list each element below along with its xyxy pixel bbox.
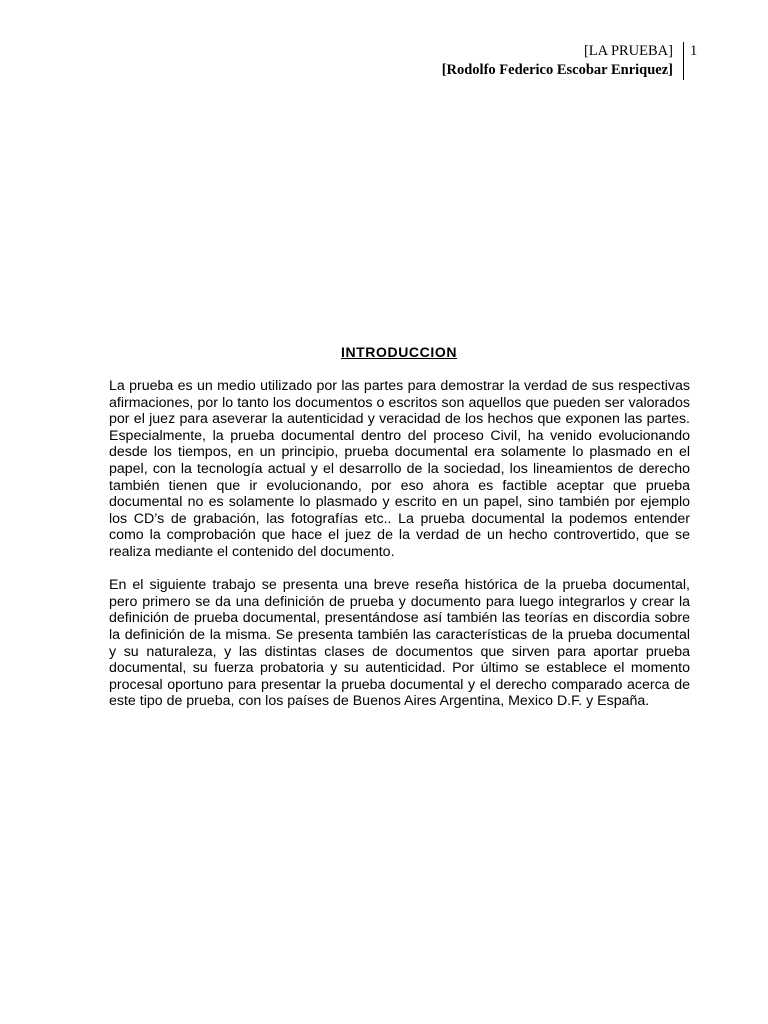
section-heading: INTRODUCCION [340, 344, 458, 360]
running-header [442, 42, 684, 80]
paragraph-1: La prueba es un medio utilizado por las partes para demostrar la verdad de sus respectivas afirmaciones, por lo tanto los documentos o escritos son aquellos que pueden ser valorados por el juez para aseverar la autenticidad y veracidad de los hechos que exponen las partes. Especialmente, la prueba documental dentro del proceso Civil, ha venido evolucionando desde los tiempos, en un principio, prueba documental era solamente lo plasmado en el papel, con la tecnología actual y el desarrollo de la sociedad, los lineamientos de derecho también tienen que ir evolucionando, por eso ahora es factible aceptar que prueba documental no es solamente lo plasmado y escrito en un papel, sino también por ejemplo los CD’s de grabación, las fotografías etc.. La prueba documental la podemos entender como la comprobación que hace el juez de la verdad de un hecho controvertido, que se realiza mediante el contenido del documento. [109, 378, 690, 560]
header-title: [LA PRUEBA] [583, 43, 673, 59]
page-number: 1 [690, 43, 698, 59]
header-author: [Rodolfo Federico Escobar Enriquez] [441, 62, 673, 78]
body-text [109, 378, 690, 726]
section-heading-wrapper [0, 344, 768, 360]
paragraph-2: En el siguiente trabajo se presenta una breve reseña histórica de la prueba documental, pero primero se da una definición de prueba y documento para luego integrarlos y crear la definición de prueba documental, presentándose así también las teorías en discordia sobre la definición de la misma. Se presenta también las características de la prueba documental y su naturaleza, y las distintas clases de documentos que sirven para aportar prueba documental, su fuerza probatoria y su autenticidad. Por último se establece el momento procesal oportuno para presentar la prueba documental y el derecho comparado acerca de este tipo de prueba, con los países de Buenos Aires Argentina, Mexico D.F. y España. [109, 577, 690, 710]
